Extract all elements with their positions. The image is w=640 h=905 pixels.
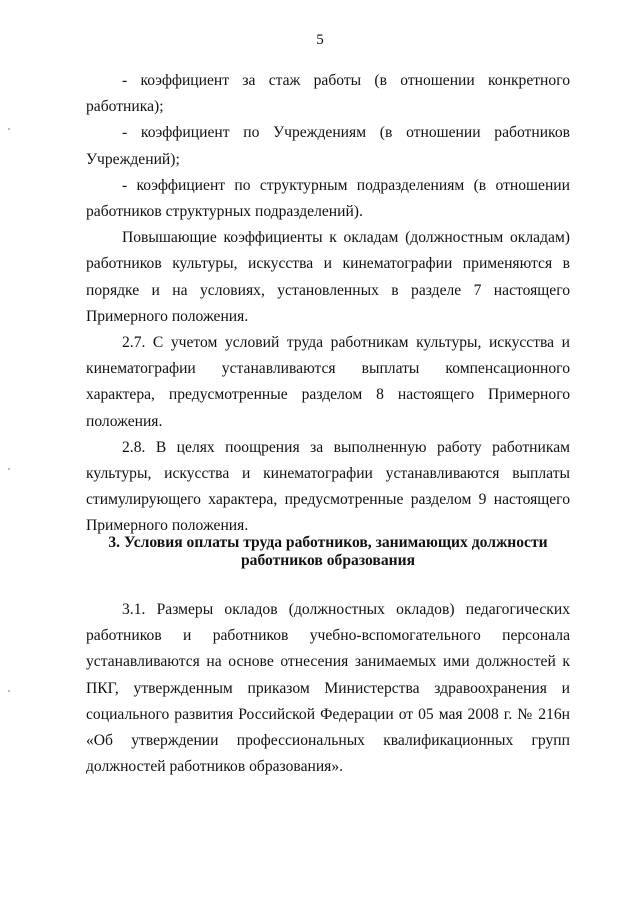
- paragraph-coef-experience: - коэффициент за стаж работы (в отношении конкретного работника);: [86, 72, 570, 116]
- section-2-text: [86, 68, 570, 540]
- scan-margin-mark: [8, 128, 10, 130]
- heading-line-2: работников образования: [240, 552, 416, 569]
- paragraph-2-7: 2.7. С учетом условий труда работникам культуры, искусства и кинематографии устанавливаются выплаты компенсационного характера, предусмотренные разделом 8 настоящего Примерного положения.: [86, 334, 570, 430]
- page-number: 5: [316, 32, 324, 48]
- paragraph-coef-institutions: - коэффициент по Учреждениям (в отношении работников Учреждений);: [86, 124, 570, 168]
- paragraph-2-8: 2.8. В целях поощрения за выполненную работу работникам культуры, искусства и кинематографии устанавливаются выплаты стимулирующего характера, предусмотренные разделом 9 настоящего Примерного положения.: [86, 438, 570, 535]
- paragraph-raising-coefficients: Повышающие коэффициенты к окладам (должностным окладам) работников культуры, искусства и кинематографии применяются в порядке и на условиях, установленных в разделе 7 настоящего Примерного положения.: [86, 229, 570, 325]
- section-3-text: [86, 597, 570, 780]
- paragraph-3-1: 3.1. Размеры окладов (должностных окладов) педагогических работников и работников учебно-вспомогательного персонала устанавливаются на основе отнесения занимаемых ими должностей к ПКГ, утвержденным приказом Министерства здравоохранения и социального развития Российской Федерации от 05 мая 2008 г. № 216н «Об утверждении профессиональных квалификационных групп должностей работников образования».: [86, 601, 570, 776]
- scan-margin-mark: [8, 690, 10, 692]
- section-3-heading: [86, 534, 570, 570]
- paragraph-coef-divisions: - коэффициент по структурным подразделениям (в отношении работников структурных подразделений).: [86, 176, 570, 221]
- scan-margin-mark: [8, 468, 10, 470]
- heading-line-1: 3. Условия оплаты труда работников, занимающих должности: [108, 534, 548, 551]
